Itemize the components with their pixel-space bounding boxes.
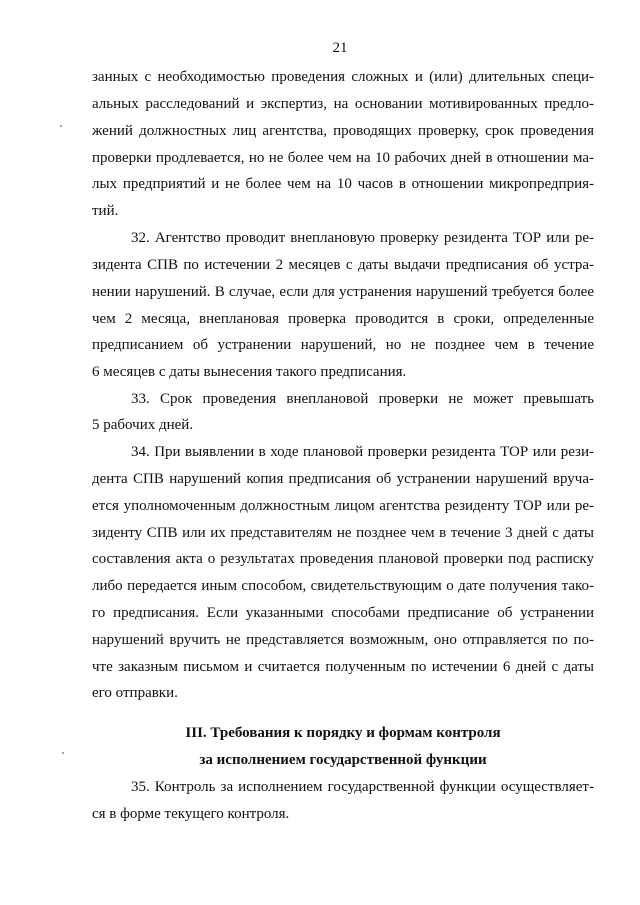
text-line: го предписания. Если указанными способами предписание об устранении	[92, 605, 594, 621]
paragraph-32-start: 32. Агентство проводит внеплановую проверку резидента ТОР или ре-	[131, 230, 594, 246]
text-line: жений должностных лиц агентства, проводящих проверку, срок проведения	[92, 123, 594, 139]
text-line: зидента СПВ по истечении 2 месяцев с даты выдачи предписания об устра-	[92, 257, 594, 273]
text-line: 5 рабочих дней.	[92, 417, 194, 433]
text-line: предписанием об устранении нарушений, но не позднее чем в течение	[92, 337, 594, 353]
text-line: чте заказным письмом и считается полученным по истечении 6 дней с даты	[92, 659, 594, 675]
text-line: его отправки.	[92, 685, 178, 701]
text-line: занных с необходимостью проведения сложных и (или) длительных специ-	[92, 69, 594, 85]
text-line: составления акта о результатах проведения плановой проверки под расписку	[92, 551, 594, 567]
text-line: нении нарушений. В случае, если для устранения нарушений требуется более	[92, 284, 594, 300]
text-line: ется уполномоченным должностным лицом агентства резиденту ТОР или ре-	[92, 498, 594, 514]
scan-speck	[62, 752, 64, 754]
paragraph-35-start: 35. Контроль за исполнением государственной функции осуществляет-	[131, 779, 594, 795]
text-line: проверки продлевается, но не более чем на 10 рабочих дней в отношении ма-	[92, 150, 594, 166]
text-line: зиденту СПВ или их представителям не позднее чем в течение 3 дней с даты	[92, 525, 594, 541]
scan-speck	[60, 125, 62, 127]
text-line: 6 месяцев с даты вынесения такого предписания.	[92, 364, 407, 380]
text-line: ся в форме текущего контроля.	[92, 806, 290, 822]
section-heading-line-1: III. Требования к порядку и формам контроля	[185, 725, 501, 741]
text-line: нарушений вручить не представляется возможным, оно отправляется по по-	[92, 632, 594, 648]
paragraph-33-start: 33. Срок проведения внеплановой проверки не может превышать	[131, 391, 594, 407]
section-heading-line-2: за исполнением государственной функции	[199, 752, 487, 768]
text-line: либо передается иным способом, свидетельствующим о дате получения тако-	[92, 578, 594, 594]
page-number: 21	[332, 40, 348, 56]
text-line: альных расследований и экспертиз, на основании мотивированных предло-	[92, 96, 594, 112]
text-line: тий.	[92, 203, 119, 219]
text-line: лых предприятий и не более чем на 10 часов в отношении микропредприя-	[92, 176, 594, 192]
text-line: дента СПВ нарушений копия предписания об устранении нарушений вруча-	[92, 471, 594, 487]
paragraph-34-start: 34. При выявлении в ходе плановой проверки резидента ТОР или рези-	[131, 444, 594, 460]
text-line: чем 2 месяца, внеплановая проверка проводится в сроки, определенные	[92, 311, 594, 327]
